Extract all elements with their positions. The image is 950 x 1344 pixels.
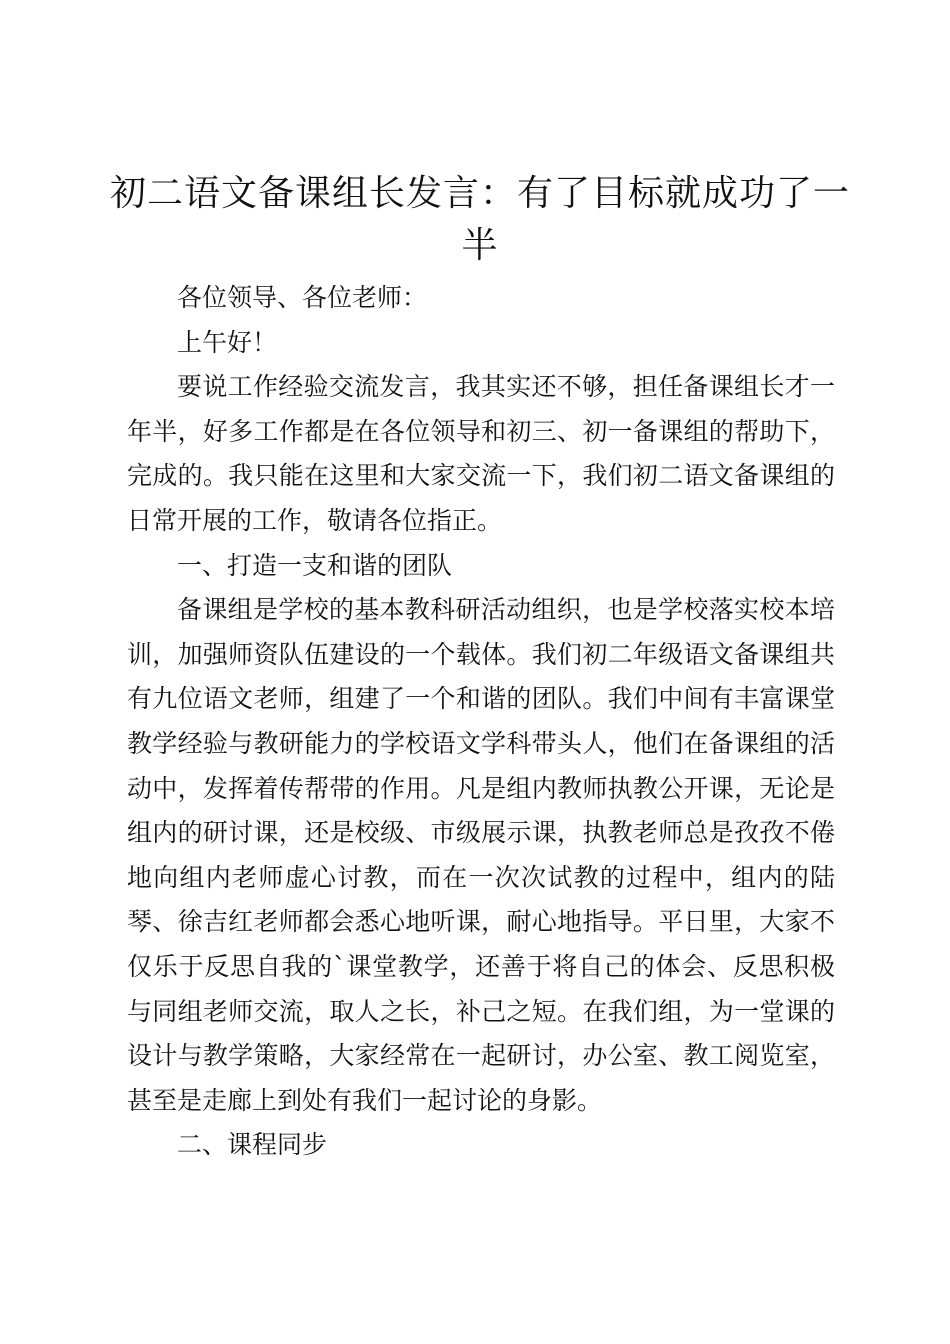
intro-paragraph: 要说工作经验交流发言，我其实还不够，担任备课组长才一年半，好多工作都是在各位领导和初三、初一备课组的帮助下，完成的。我只能在这里和大家交流一下，我们初二语文备课组的日常开展的工作，敬请各位指正。 <box>127 372 835 535</box>
section-heading-2: 二、课程同步 <box>177 1130 328 1160</box>
document-title: 初二语文备课组长发言：有了目标就成功了一半 <box>110 173 851 266</box>
section-1-paragraph: 备课组是学校的基本教科研活动组织，也是学校落实校本培训，加强师资队伍建设的一个载体。我们初二年级语文备课组共有九位语文老师，组建了一个和谐的团队。我们中间有丰富课堂教学经验与教研能力的学校语文学科带头人，他们在备课组的活动中，发挥着传帮带的作用。凡是组内教师执教公开课，无论是组内的研讨课，还是校级、市级展示课，执教老师总是孜孜不倦地向组内老师虚心讨教，而在一次次试教的过程中，组内的陆琴、徐吉红老师都会悉心地听课，耐心地指导。平日里，大家不仅乐于反思自我的`课堂教学，还善于将自己的体会、反思积极与同组老师交流，取人之长，补己之短。在我们组，为一堂课的设计与教学策略，大家经常在一起研讨，办公室、教工阅览室，甚至是走廊上到处有我们一起讨论的身影。 <box>127 595 835 1115</box>
section-heading-1: 一、打造一支和谐的团队 <box>177 550 453 580</box>
document-body <box>127 276 835 1168</box>
salutation: 各位领导、各位老师： <box>177 283 428 312</box>
greeting: 上午好！ <box>177 327 278 357</box>
